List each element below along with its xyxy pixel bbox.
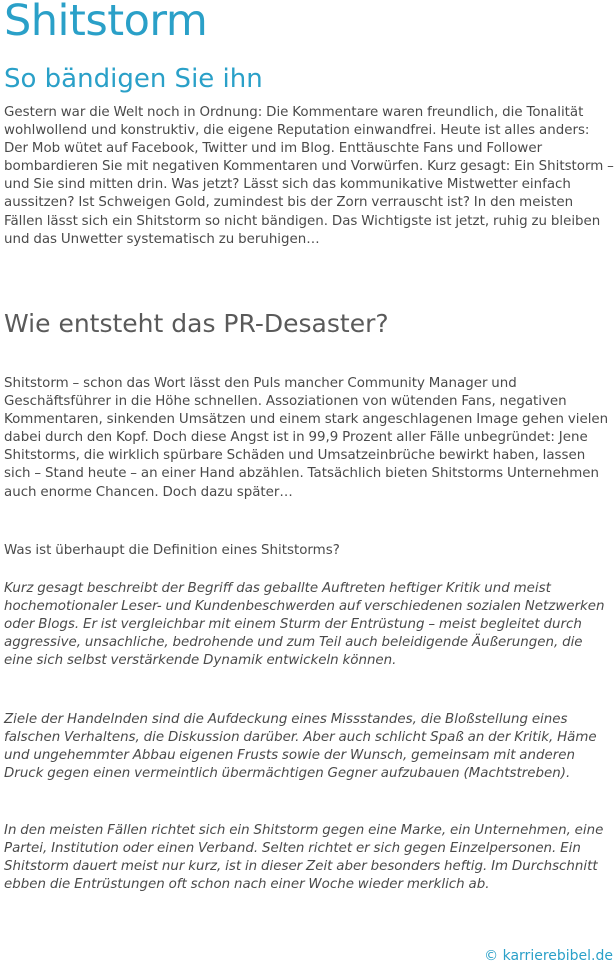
page-subtitle: So bändigen Sie ihn (4, 64, 263, 94)
definition-paragraph-2: Ziele der Handelnden sind die Aufdeckung eines Missstandes, die Bloßstellung eines falschen Verhaltens, die Diskussion darüber. Aber auch schlicht Spaß an der Kritik, Häme und ungehemmter Abbau eigenen Frusts sowie der Wunsch, gemeinsam mit anderen Druck gegen einen vermeintlich übermächtigen Gegner aufzubauen (Machtstreben). (4, 712, 597, 782)
body-paragraph-1: Shitstorm – schon das Wort lässt den Puls mancher Community Manager und Geschäftsführer in die Höhe schnellen. Assoziationen von wütenden Fans, negativen Kommentaren, sinkenden Umsätzen und einem stark angeschlagenen Image gehen vielen dabei durch den Kopf. Doch diese Angst ist in 99,9 Prozent aller Fälle unbegründet: Jene Shitstorms, die wirklich spürbare Schäden und Umsatzeinbrüche bewirkt haben, lassen sich – Stand heute – an einer Hand abzählen. Tatsächlich bieten Shitstorms Unternehmen auch enorme Chancen. Doch dazu später… (4, 376, 609, 500)
copyright-footer: © karrierebibel.de (484, 948, 613, 964)
page-title: Shitstorm (4, 0, 208, 46)
section-heading: Wie entsteht das PR-Desaster? (4, 309, 389, 338)
definition-question: Was ist überhaupt die Definition eines Shitstorms? (4, 543, 340, 558)
definition-paragraph-3: In den meisten Fällen richtet sich ein Shitstorm gegen eine Marke, ein Unternehmen, eine Partei, Institution oder einen Verband. Selten richtet er sich gegen Einzelpersonen. Ein Shitstorm dauert meist nur kurz, ist in dieser Zeit aber besonders heftig. Im Durchschnitt ebben die Entrüstungen oft schon nach einer Woche wieder merklich ab. (4, 823, 604, 893)
definition-paragraph-1: Kurz gesagt beschreibt der Begriff das geballte Auftreten heftiger Kritik und meist hochemotionaler Leser- und Kundenbeschwerden auf verschiedenen sozialen Netzwerken oder Blogs. Er ist vergleichbar mit einem Sturm der Entrüstung – meist begleitet durch aggressive, unsachliche, bedrohende und zum Teil auch beleidigende Äußerungen, die eine sich selbst verstärkende Dynamik entwickeln können. (4, 581, 605, 669)
intro-paragraph: Gestern war die Welt noch in Ordnung: Die Kommentare waren freundlich, die Tonalität wohlwollend und konstruktiv, die eigene Reputation einwandfrei. Heute ist alles anders: Der Mob wütet auf Facebook, Twitter und im Blog. Enttäuschte Fans und Follower bombardieren Sie mit negativen Kommentaren und Vorwürfen. Kurz gesagt: Ein Shitstorm – und Sie sind mitten drin. Was jetzt? Lässt sich das kommunikative Mistwetter einfach aussitzen? Ist Schweigen Gold, zumindest bis der Zorn verrauscht ist? In den meisten Fällen lässt sich ein Shitstorm so nicht bändigen. Das Wichtigste ist jetzt, ruhig zu bleiben und das Unwetter systematisch zu beruhigen… (4, 105, 614, 247)
